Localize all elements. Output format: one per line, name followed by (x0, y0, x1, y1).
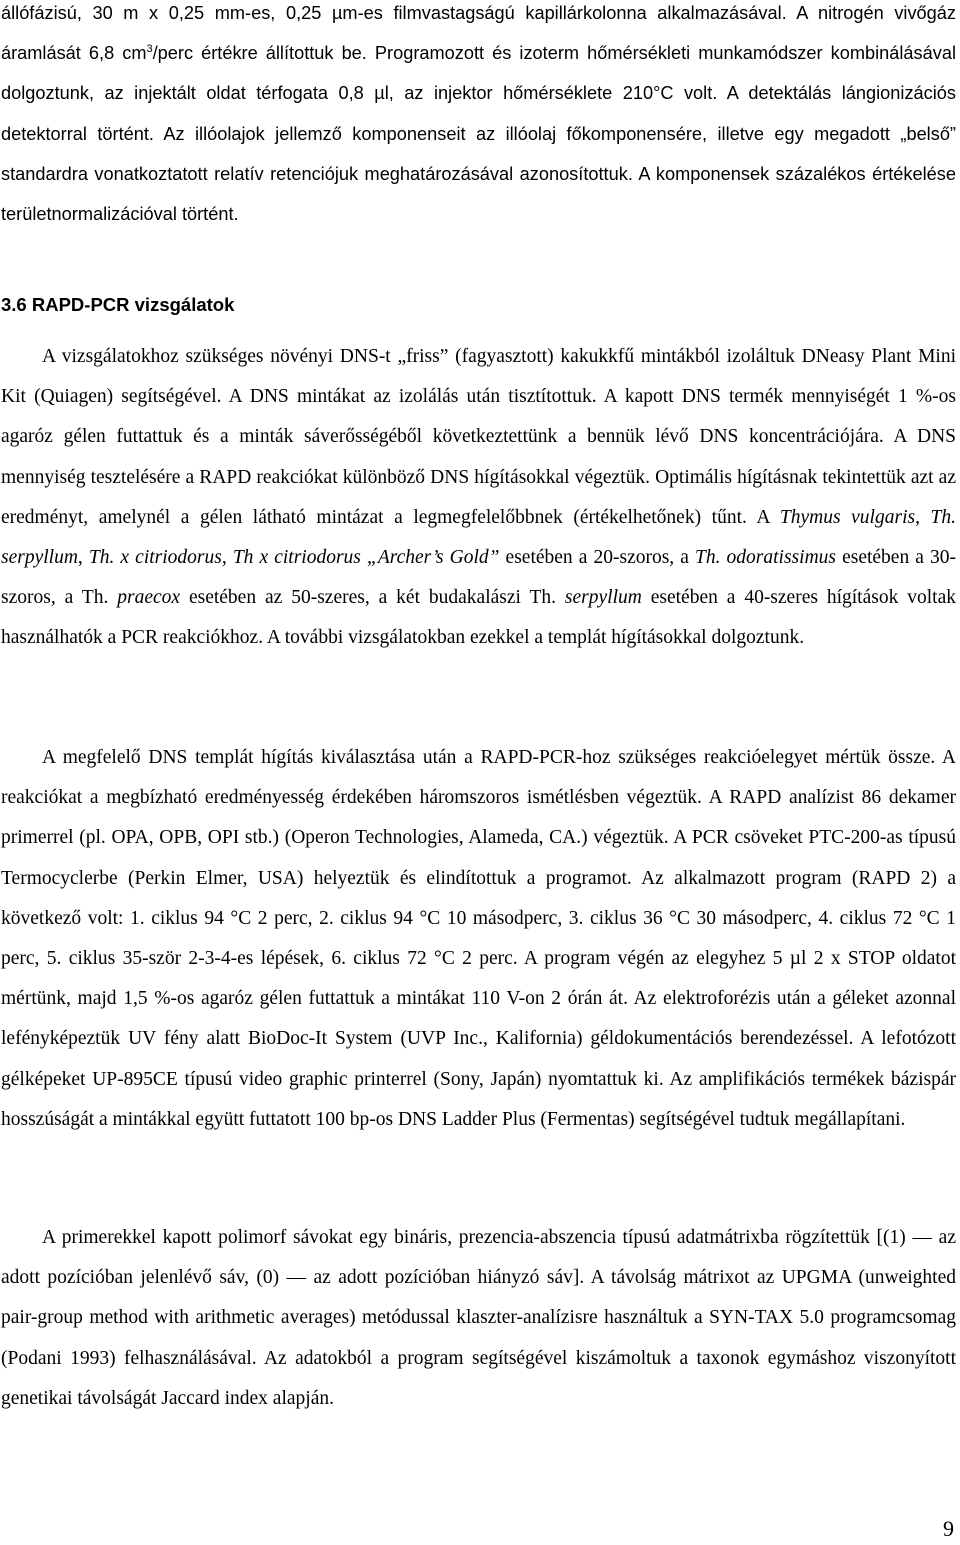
text-segment: esetében az 50-szeres, a két budakalászi Th. (180, 587, 565, 609)
species-name: Th x citriodorus „Archer’s Gold” (232, 547, 500, 569)
paragraph-pcr-program: A megfelelő DNS templát hígítás kiválasztása után a RAPD-PCR-hoz szükséges reakcióelegyet mértük össze. A reakciókat a megbízható eredményesség érdekében háromszoros ismétlésben végeztük. A RAPD analízist 86 dekamer primerrel (pl. OPA, OPB, OPI stb.) (Operon Technologies, Alameda, CA.) végeztük. A PCR csöveket PTC-200-as típusú Termocyclerbe (Perkin Elmer, USA) helyeztük és elindítottuk a programot. Az alkalmazott program (RAPD 2) a következő volt: 1. ciklus 94 °C 2 perc, 2. ciklus 94 °C 10 másodperc, 3. ciklus 36 °C 30 másodperc, 4. ciklus 72 °C 1 perc, 5. ciklus 35-ször 2-3-4-es lépések, 6. ciklus 72 °C 2 perc. A program végén az elegyhez 5 µl 2 x STOP oldatot mértünk, majd 1,5 %-os agaróz gélen futtattuk a mintákat 110 V-on 2 órán át. Az elektroforézis után a géleket azonnal lefényképeztük UV fény alatt BioDoc-It System (UVP Inc., Kalifornia) géldokumentációs berendezéssel. A lefotózott gélképeket UP-895CE típusú video graphic printerrel (Sony, Japán) nyomtattuk ki. Az amplifikációs termékek bázispár hosszúságát a mintákkal együtt futtatott 100 bp-os DNS Ladder Plus (Fermentas) segítségével tudtuk megállapítani. (1, 747, 956, 1130)
species-name: serpyllum (564, 587, 642, 609)
species-name: praecox (117, 587, 181, 609)
paragraph-gc-method (1, 0, 956, 234)
species-name: Th. odoratissimus (695, 547, 836, 569)
paragraph-cluster-analysis: A primerekkel kapott polimorf sávokat egy bináris, prezencia-abszencia típusú adatmátrixba rögzítettük [(1) — az adott pozícióban jelenlévő sáv, (0) — az adott pozícióban hiányzó sáv]. A távolság mátrixot az UPGMA (unweighted pair-group method with arithmetic averages) metódussal klaszter-analízisre használtuk a SYN-TAX 5.0 programcsomag (Podani 1993) felhasználásával. Az adatokból a program segítségével kiszámoltuk a taxonok egymáshoz viszonyított genetikai távolságát Jaccard index alapján. (1, 1227, 956, 1409)
paragraph-dna-isolation (1, 337, 956, 659)
section-heading-rapd-pcr: 3.6 RAPD-PCR vizsgálatok (1, 294, 235, 315)
text-segment: esetében a 30-szoros, a Th. (1, 547, 957, 609)
text-segment: esetében a 20-szoros, a (499, 547, 695, 569)
paragraph-gc-method-text-1: állófázisú, 30 m x 0,25 mm-es, 0,25 µm-es filmvastagságú kapillárkolonna alkalmazásával. A nitrogén vivőgáz áramlását 6,8 cm (1, 3, 956, 64)
text-segment: , (77, 547, 89, 569)
page-number: 9 (943, 1516, 954, 1541)
species-name: Th. serpyllum (1, 506, 957, 569)
superscript-3: 3 (146, 43, 153, 56)
text-segment: esetében a 40-szeres hígítások voltak használhatók a PCR reakciókhoz. A további vizsgálatokban ezekkel a templát hígításokkal dolgoztunk. (1, 587, 956, 649)
species-name: Thymus vulgaris (779, 506, 916, 528)
text-segment: , (221, 547, 233, 569)
paragraph-gc-method-text-2: /perc értékre állítottuk be. Programozott és izoterm hőmérsékleti munkamódszer kombinálásával dolgoztunk, az injektált oldat térfogata 0,8 µl, az injektor hőmérséklete 210°C volt. A detektálás lángionizációs detektorral történt. Az illóolajok jellemző komponenseit az illóolaj főkomponensére, illetve egy megadott „belső” standardra vonatkoztatott relatív retenciójuk meghatározásával azonosítottuk. A komponensek százalékos értékelése területnormalizációval történt. (1, 43, 956, 225)
species-name: Th. x citriodorus (88, 547, 222, 569)
text-segment: , (915, 506, 931, 528)
text-segment: A vizsgálatokhoz szükséges növényi DNS-t „friss” (fagyasztott) kakukkfű mintákból izoláltuk DNeasy Plant Mini Kit (Quiagen) segítségével. A DNS mintákat az izolálás után tisztítottuk. A kapott DNS termék mennyiségét 1 %-os agaróz gélen futtattuk és a minták sáverősségéből következtettünk a bennük lévő DNS koncentrációjára. A DNS mennyiség tesztelésére a RAPD reakciókat különböző DNS hígításokkal végeztük. Optimális hígításnak tekintettük azt az eredményt, amelynél a gélen látható mintázat a legmegfelelőbbnek (értékelhetőnek) tűnt. A (1, 346, 956, 528)
